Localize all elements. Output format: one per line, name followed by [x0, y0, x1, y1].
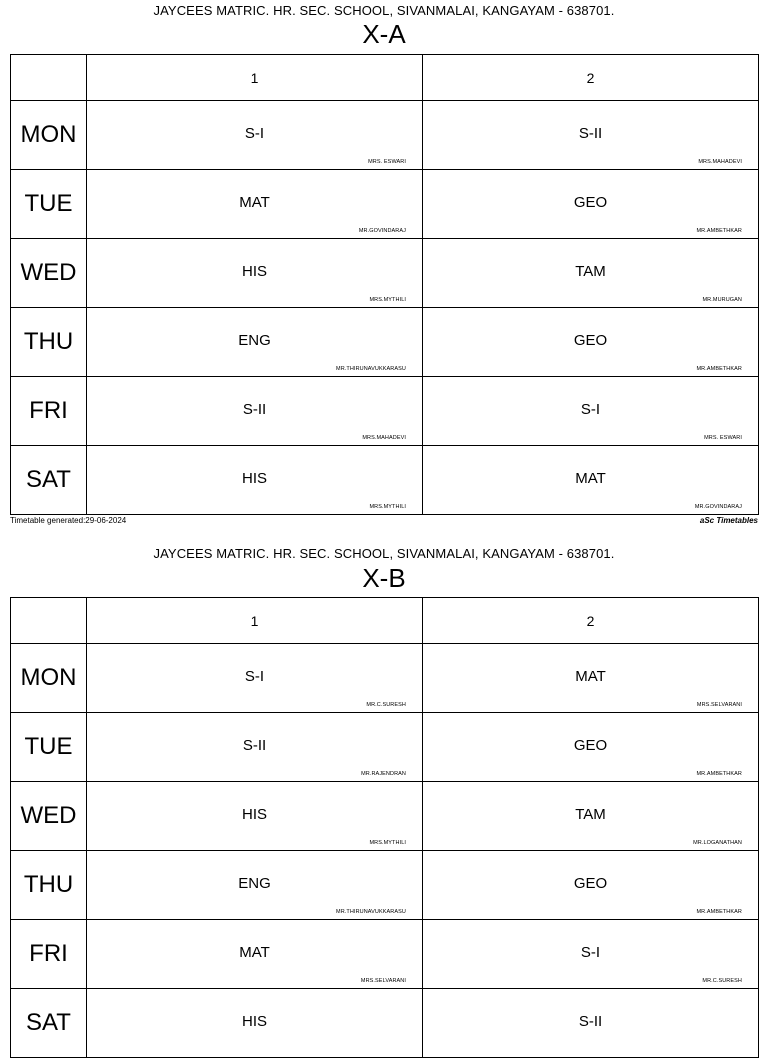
timetable-grid [10, 54, 759, 515]
subject-label: S-I [580, 943, 601, 961]
lesson-cell [423, 920, 759, 989]
lesson-cell [423, 377, 759, 446]
teacher-label: MRS.MYTHILI [369, 504, 406, 510]
subject-label: GEO [573, 736, 608, 754]
subject-label: S-II [242, 400, 267, 418]
timetable-grid [10, 597, 759, 1058]
day-label: MON [11, 101, 87, 170]
teacher-label: MR.THIRUNAVUKKARASU [336, 909, 406, 915]
lesson-cell [87, 851, 423, 920]
generator-credit: aSc Timetables [699, 516, 758, 525]
subject-label: GEO [573, 874, 608, 892]
subject-label: S-I [244, 667, 265, 685]
period-header: 2 [423, 55, 759, 101]
lesson-cell [423, 170, 759, 239]
lesson-cell [87, 308, 423, 377]
subject-label: GEO [573, 193, 608, 211]
day-row [11, 101, 759, 170]
subject-label: S-II [578, 1012, 603, 1030]
teacher-label: MRS.SELVARANI [696, 702, 742, 708]
day-row [11, 644, 759, 713]
period-header-row [11, 598, 759, 644]
day-row [11, 446, 759, 515]
lesson-cell [87, 446, 423, 515]
subject-label: S-II [578, 124, 603, 142]
lesson-cell [423, 446, 759, 515]
day-row [11, 713, 759, 782]
teacher-label: MRS. ESWARI [704, 435, 742, 441]
teacher-label: MR.LOGANATHAN [693, 840, 742, 846]
lesson-cell [87, 377, 423, 446]
generated-date: Timetable generated:29-06-2024 [10, 516, 127, 525]
school-name: JAYCEES MATRIC. HR. SEC. SCHOOL, SIVANMALAI, KANGAYAM - 638701. [153, 546, 615, 561]
day-row [11, 989, 759, 1058]
lesson-cell [87, 920, 423, 989]
day-label: FRI [11, 377, 87, 446]
day-row [11, 851, 759, 920]
corner-cell [11, 55, 87, 101]
teacher-label: MRS. ESWARI [368, 159, 406, 165]
day-label: TUE [11, 170, 87, 239]
lesson-cell [423, 713, 759, 782]
lesson-cell [423, 644, 759, 713]
subject-label: TAM [575, 805, 606, 823]
day-label: TUE [11, 713, 87, 782]
period-header: 1 [87, 55, 423, 101]
day-row [11, 920, 759, 989]
lesson-cell [423, 101, 759, 170]
teacher-label: MR.MURUGAN [702, 297, 742, 303]
subject-label: ENG [238, 874, 271, 892]
subject-label: HIS [241, 805, 267, 823]
day-row [11, 308, 759, 377]
subject-label: MAT [239, 943, 270, 961]
class-title: X-B [362, 563, 406, 593]
day-label: WED [11, 782, 87, 851]
corner-cell [11, 598, 87, 644]
subject-label: GEO [573, 331, 608, 349]
day-row [11, 377, 759, 446]
day-row [11, 170, 759, 239]
lesson-cell [87, 989, 423, 1058]
subject-label: S-II [242, 736, 267, 754]
subject-label: HIS [241, 469, 267, 487]
day-label: SAT [11, 446, 87, 515]
period-header-row [11, 55, 759, 101]
teacher-label: MR.GOVINDARAJ [358, 228, 406, 234]
lesson-cell [423, 782, 759, 851]
subject-label: MAT [239, 193, 270, 211]
day-label: THU [11, 308, 87, 377]
lesson-cell [423, 851, 759, 920]
period-header: 2 [423, 598, 759, 644]
teacher-label: MR.RAJENDRAN [361, 771, 406, 777]
teacher-label: MRS.MAHADEVI [698, 159, 742, 165]
day-label: WED [11, 239, 87, 308]
teacher-label: MR.AMBETHKAR [696, 909, 742, 915]
day-row [11, 239, 759, 308]
subject-label: S-I [580, 400, 601, 418]
teacher-label: MRS.MAHADEVI [362, 435, 406, 441]
day-row [11, 782, 759, 851]
subject-label: S-I [244, 124, 265, 142]
teacher-label: MR.AMBETHKAR [696, 771, 742, 777]
school-name: JAYCEES MATRIC. HR. SEC. SCHOOL, SIVANMALAI, KANGAYAM - 638701. [153, 3, 615, 18]
subject-label: MAT [575, 469, 606, 487]
subject-label: HIS [241, 262, 267, 280]
lesson-cell [87, 101, 423, 170]
subject-label: HIS [241, 1012, 267, 1030]
day-label: THU [11, 851, 87, 920]
lesson-cell [87, 170, 423, 239]
teacher-label: MR.GOVINDARAJ [694, 504, 742, 510]
teacher-label: MRS.MYTHILI [369, 840, 406, 846]
lesson-cell [423, 989, 759, 1058]
lesson-cell [87, 713, 423, 782]
lesson-cell [423, 308, 759, 377]
teacher-label: MRS.SELVARANI [360, 978, 406, 984]
lesson-cell [87, 239, 423, 308]
day-label: MON [11, 644, 87, 713]
teacher-label: MR.C.SURESH [702, 978, 742, 984]
teacher-label: MR.AMBETHKAR [696, 228, 742, 234]
teacher-label: MR.AMBETHKAR [696, 366, 742, 372]
lesson-cell [87, 782, 423, 851]
period-header: 1 [87, 598, 423, 644]
lesson-cell [87, 644, 423, 713]
day-label: SAT [11, 989, 87, 1058]
teacher-label: MRS.MYTHILI [369, 297, 406, 303]
lesson-cell [423, 239, 759, 308]
teacher-label: MR.C.SURESH [366, 702, 406, 708]
subject-label: TAM [575, 262, 606, 280]
subject-label: ENG [238, 331, 271, 349]
subject-label: MAT [575, 667, 606, 685]
day-label: FRI [11, 920, 87, 989]
teacher-label: MR.THIRUNAVUKKARASU [336, 366, 406, 372]
class-title: X-A [362, 19, 406, 49]
